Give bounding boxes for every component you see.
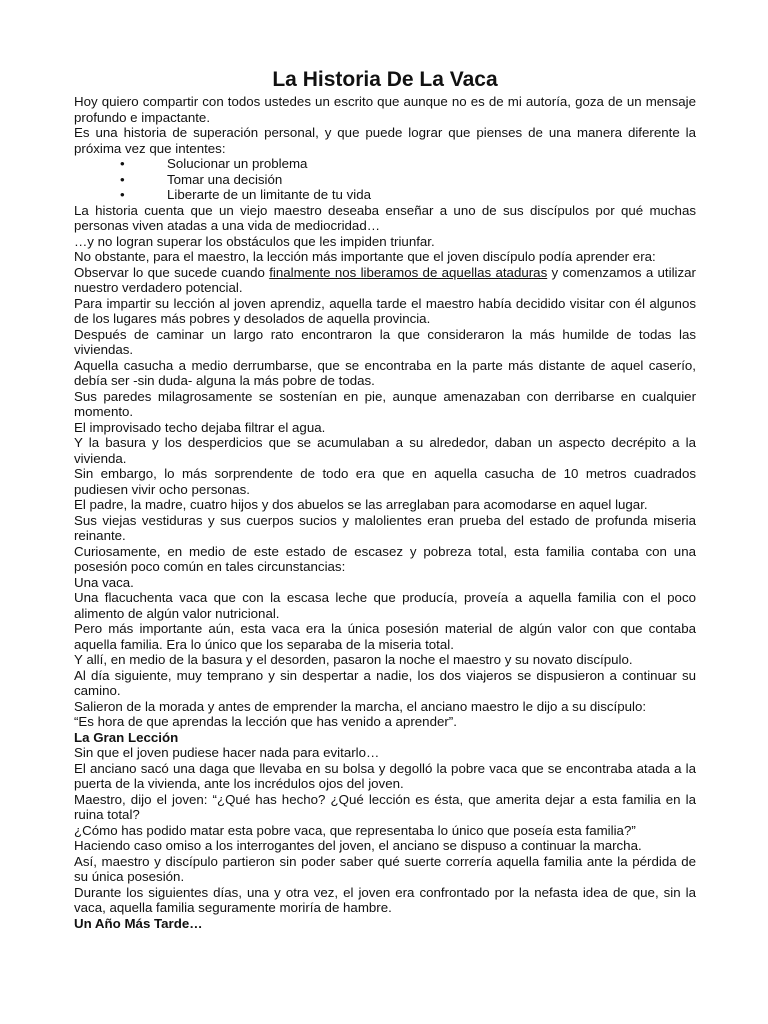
list-item-text: Tomar una decisión [167,171,283,187]
document-title: La Historia De La Vaca [272,68,498,91]
paragraph: El padre, la madre, cuatro hijos y dos abuelos se las arreglaban para acomodarse en aquel lugar. [74,497,648,512]
paragraph: Sin que el joven pudiese hacer nada para evitarlo… [74,745,380,760]
paragraph: Pero más importante aún, esta vaca era la única posesión material de algún valor con que contaba aquella familia. Era lo único que los separaba de la miseria total. [74,621,696,652]
paragraph: Al día siguiente, muy temprano y sin despertar a nadie, los dos viajeros se dispusieron a continuar su camino. [74,667,696,698]
bullet-icon: • [120,187,125,202]
paragraph: Haciendo caso omiso a los interrogantes del joven, el anciano se dispuso a continuar la marcha. [74,838,642,853]
paragraph: Durante los siguientes días, una y otra vez, el joven era confrontado por la nefasta idea de que, sin la vaca, aquella familia seguramente moriría de hambre. [74,884,696,915]
paragraph: Salieron de la morada y antes de emprender la marcha, el anciano maestro le dijo a su discípulo: [74,698,647,714]
list-item [74,187,696,203]
paragraph: Y allí, en medio de la basura y el desorden, pasaron la noche el maestro y su novato discípulo. [74,652,633,667]
paragraph: La historia cuenta que un viejo maestro deseaba enseñar a uno de sus discípulos por qué muchas personas viven atadas a una vida de mediocridad… [74,202,696,233]
paragraph: Aquella casucha a medio derrumbarse, que se encontraba en la parte más distante de aquel caserío, debía ser -sin duda- alguna la más pobre de todas. [74,357,696,388]
paragraph: Maestro, dijo el joven: “¿Qué has hecho? ¿Qué lección es ésta, que amerita dejar a esta familia en la ruina total? [74,791,696,822]
paragraph [74,265,696,296]
paragraph: Una vaca. [74,574,134,590]
paragraph: Sin embargo, lo más sorprendente de todo era que en aquella casucha de 10 metros cuadrados pudiesen vivir ocho personas. [74,466,696,497]
liberation-link[interactable]: finalmente nos liberamos de aquellas ataduras [269,264,548,280]
bullet-icon: • [120,171,125,187]
list-item [74,172,696,188]
bullet-icon: • [120,156,125,171]
paragraph: Después de caminar un largo rato encontraron la que consideraron la más humilde de todas las viviendas. [74,326,696,357]
paragraph: Curiosamente, en medio de este estado de escasez y pobreza total, esta familia contaba con una posesión poco común en tales circunstancias: [74,543,696,574]
section-heading: Un Año Más Tarde… [74,915,203,931]
observe-text-after: y comenzamos a utilizar nuestro verdadero potencial. [74,264,696,295]
paragraph: Y la basura y los desperdicios que se acumulaban a su alrededor, daban un aspecto decrépito a la vivienda. [74,435,696,466]
paragraph: Así, maestro y discípulo partieron sin poder saber qué suerte correría aquella familia ante la pérdida de su única posesión. [74,853,696,884]
paragraph: El anciano sacó una daga que llevaba en su bolsa y degolló la pobre vaca que se encontraba atada a la puerta de la vivienda, ante los incrédulos ojos del joven. [74,760,696,791]
paragraph: Es una historia de superación personal, y que puede lograr que pienses de una manera diferente la próxima vez que intentes: [74,125,696,156]
observe-text-before: Observar lo que sucede cuando [74,264,270,280]
paragraph: ¿Cómo has podido matar esta pobre vaca, que representaba lo único que poseía esta familia?” [74,822,636,838]
bullet-list [74,156,696,203]
list-item [74,156,696,172]
paragraph: Una flacuchenta vaca que con la escasa leche que producía, proveía a aquella familia con el poco alimento de algún valor nutricional. [74,590,696,621]
paragraph: Sus viejas vestiduras y sus cuerpos sucios y malolientes eran prueba del estado de profunda miseria reinante. [74,512,696,543]
section-heading: La Gran Lección [74,729,179,745]
paragraph: El improvisado techo dejaba filtrar el agua. [74,419,326,435]
list-item-text: Solucionar un problema [167,156,308,171]
paragraph: “Es hora de que aprendas la lección que has venido a aprender”. [74,714,457,729]
paragraph: No obstante, para el maestro, la lección más importante que el joven discípulo podía aprender era: [74,249,656,264]
paragraph: Hoy quiero compartir con todos ustedes un escrito que aunque no es de mi autoría, goza de un mensaje profundo e impactante. [74,94,696,125]
paragraph: Para impartir su lección al joven aprendiz, aquella tarde el maestro había decidido visitar con él algunos de los lugares más pobres y desolados de aquella provincia. [74,295,696,326]
paragraph: Sus paredes milagrosamente se sostenían en pie, aunque amenazaban con derribarse en cualquier momento. [74,388,696,419]
list-item-text: Liberarte de un limitante de tu vida [167,187,372,202]
paragraph: …y no logran superar los obstáculos que les impiden triunfar. [74,233,435,249]
